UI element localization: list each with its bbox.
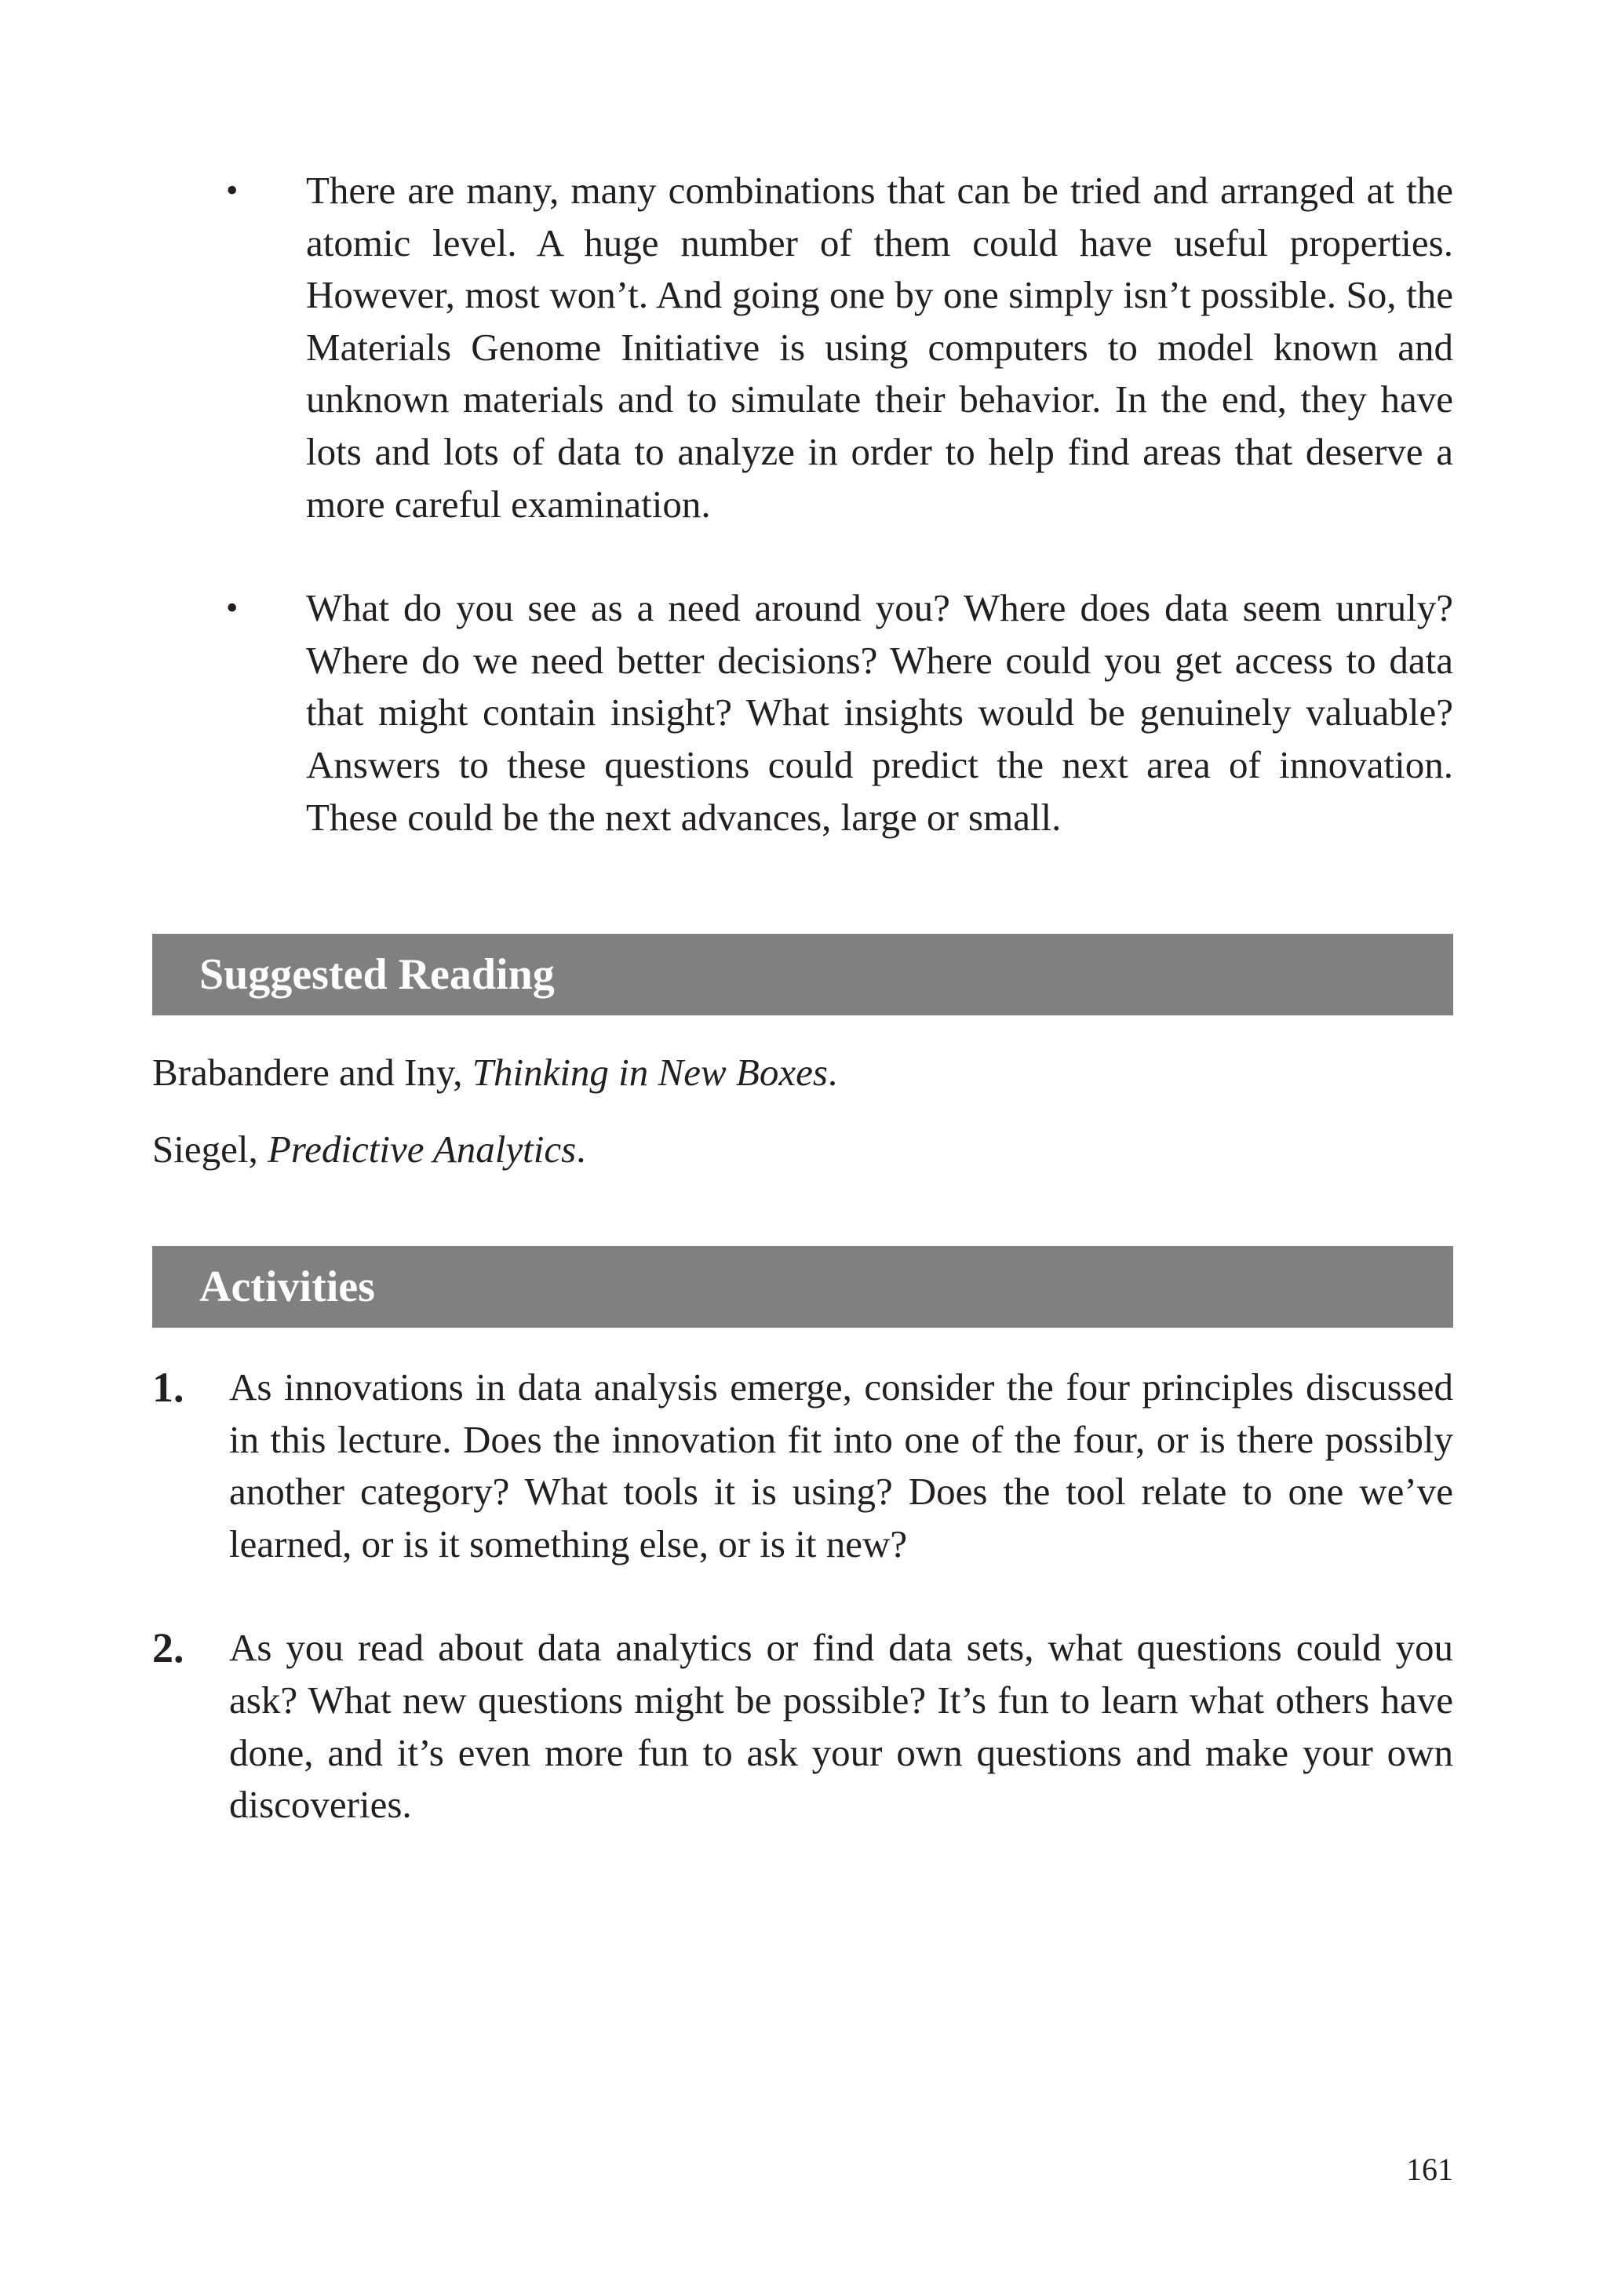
- reading-item: [152, 1124, 1453, 1175]
- bullet-text: There are many, many combinations that can be tried and arranged at the atomic level. A huge number of them could have useful properties. However, most won’t. And going one by one simply isn’t possible. So, the Materials Genome Initiative is using computers to model known and unknown materials and to simulate their behavior. In the end, they have lots and lots of data to analyze in order to help find areas that deserve a more careful examination.: [306, 169, 1453, 526]
- suggested-reading-header: [152, 934, 1453, 1015]
- bullet-icon: •: [226, 589, 239, 628]
- bullet-text: What do you see as a need around you? Where does data seem unruly? Where do we need better decisions? Where could you get access to data that might contain insight? What insights would be genuinely valuable? Answers to these questions could predict the next area of innovation. These could be the next advances, large or small.: [306, 586, 1453, 839]
- activity-item: [152, 1361, 1453, 1570]
- page-number: 161: [1406, 2152, 1453, 2187]
- activity-number: 2.: [152, 1624, 184, 1672]
- bullet-list: [226, 165, 1453, 895]
- bullet-item: [226, 582, 1453, 844]
- activity-text: As innovations in data analysis emerge, consider the four principles discussed in this lecture. Does the innovation fit into one of the four, or is there possibly another category? What tools it is using? Does the tool relate to one we’ve learned, or is it something else, or is it new?: [229, 1365, 1453, 1565]
- activities-list: [152, 1361, 1453, 1883]
- activity-number: 1.: [152, 1364, 184, 1411]
- reading-author: Siegel,: [152, 1128, 268, 1171]
- activities-header: [152, 1246, 1453, 1328]
- section-heading: Activities: [199, 1263, 375, 1311]
- reading-title: Predictive Analytics: [267, 1128, 577, 1171]
- reading-item: [152, 1047, 1453, 1099]
- section-heading: Suggested Reading: [199, 950, 555, 999]
- reading-list: [152, 1047, 1453, 1201]
- activity-item: [152, 1622, 1453, 1831]
- reading-title: Thinking in New Boxes: [472, 1051, 828, 1094]
- reading-end: .: [827, 1051, 838, 1094]
- reading-author: Brabandere and Iny,: [152, 1051, 472, 1094]
- bullet-icon: •: [226, 171, 239, 210]
- reading-end: .: [576, 1128, 586, 1171]
- activity-text: As you read about data analytics or find data sets, what questions could you ask? What new questions might be possible? It’s fun to learn what others have done, and it’s even more fun to ask your own questions and make your own discoveries.: [229, 1626, 1453, 1827]
- bullet-item: [226, 165, 1453, 530]
